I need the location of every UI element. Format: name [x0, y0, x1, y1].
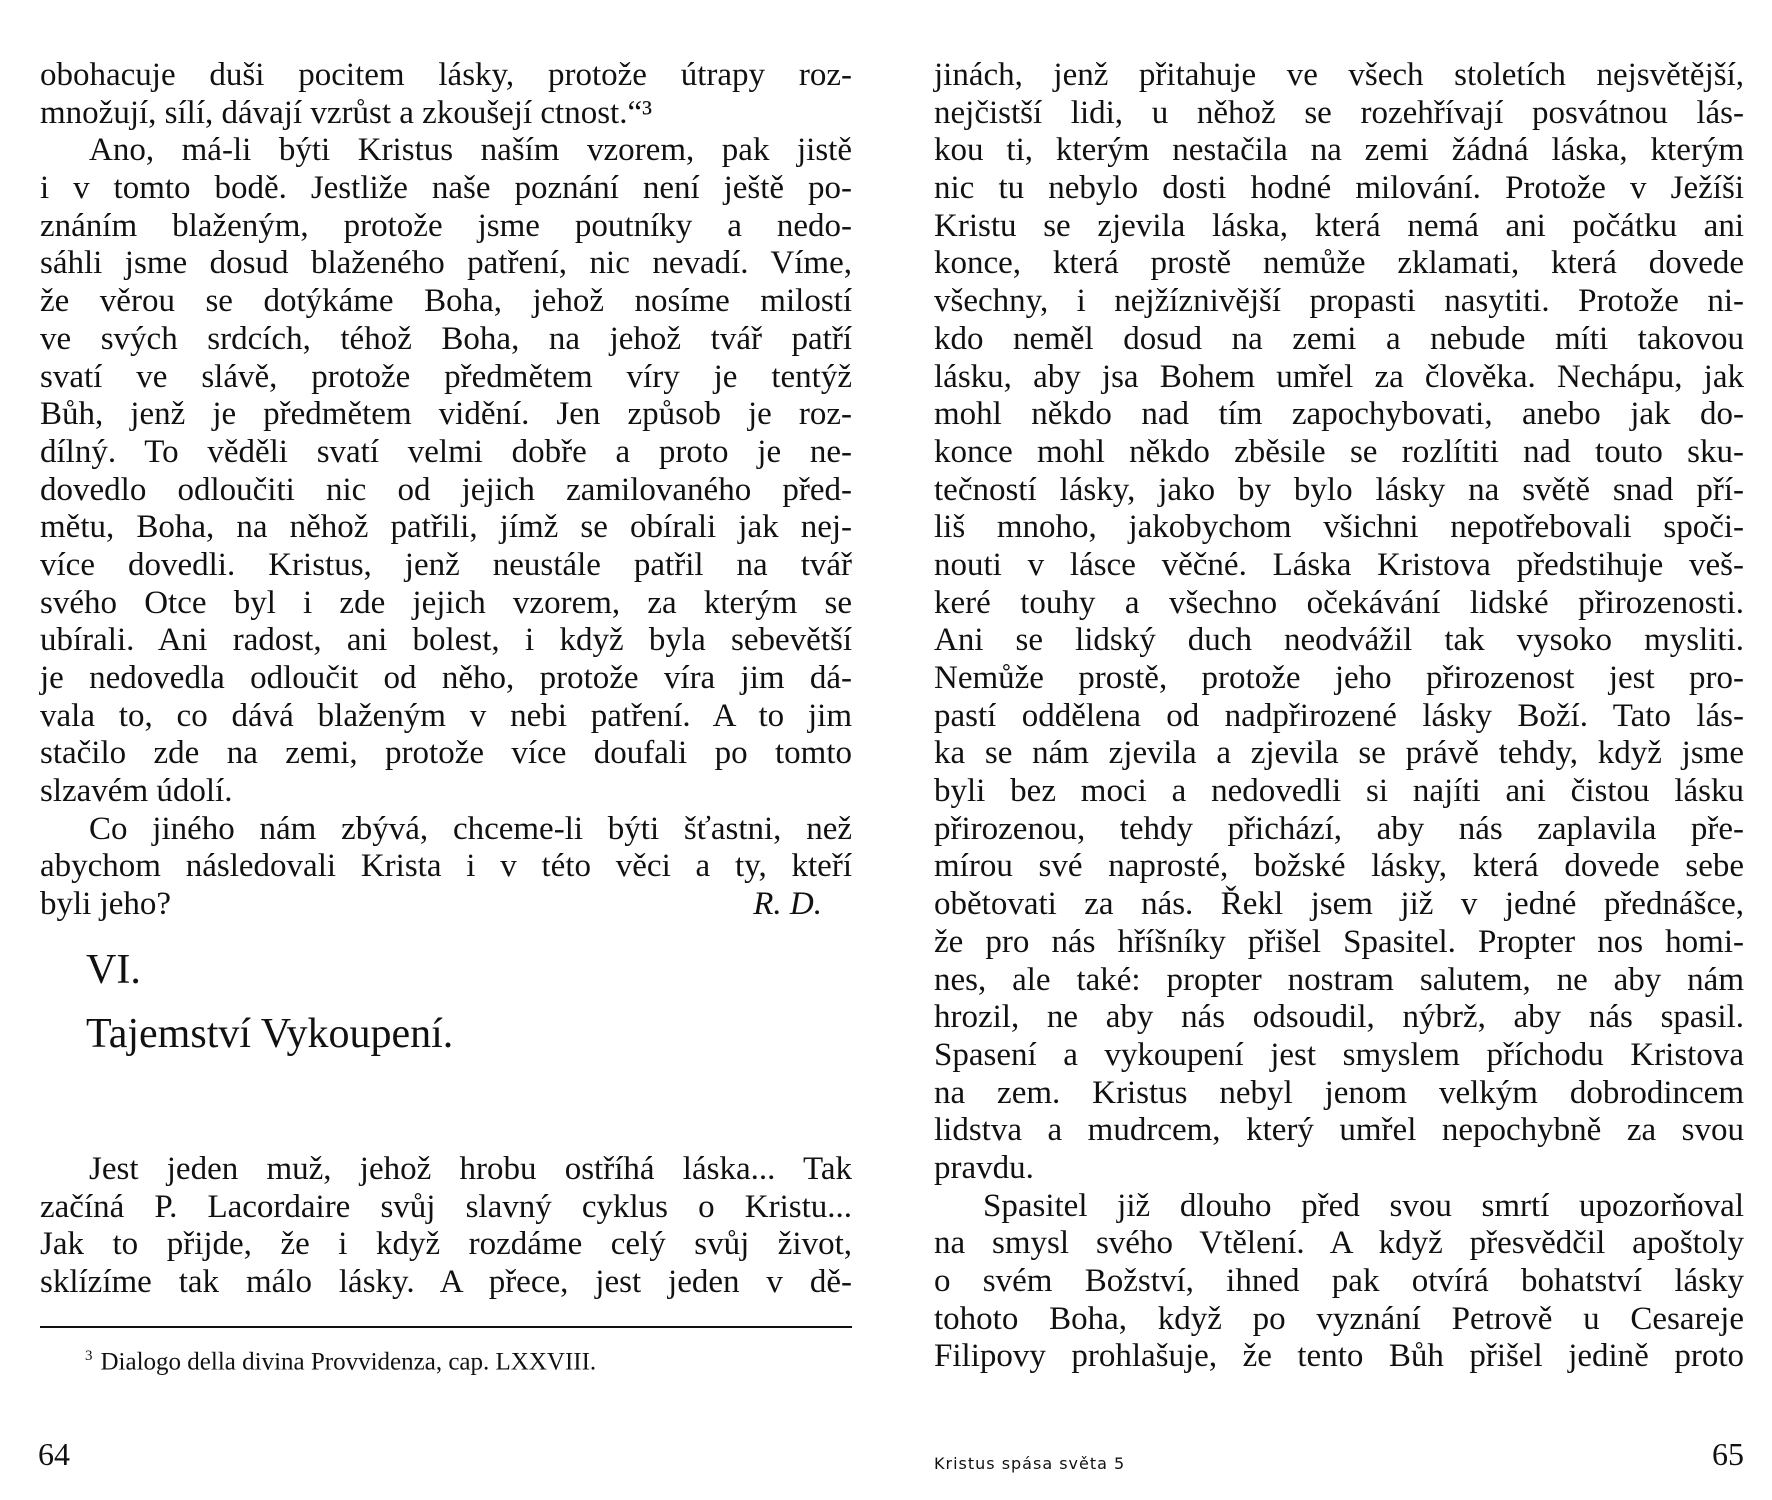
text-line — [40, 773, 852, 811]
text-line — [40, 245, 852, 283]
text-line — [934, 472, 1744, 510]
text-line-content: keré touhy a všechno očekávání lidské přirozenosti. — [934, 584, 1744, 621]
text-line — [934, 1301, 1744, 1339]
text-line-content: kdo neměl dosud na zemi a nebude míti takovou — [934, 320, 1744, 357]
text-line — [934, 1263, 1744, 1301]
text-line — [40, 57, 852, 95]
text-line-content: Ano, má-li býti Kristus naším vzorem, pak jistě — [89, 132, 852, 169]
text-line — [934, 208, 1744, 246]
text-line — [934, 170, 1744, 208]
text-line-content: stačilo zde na zemi, protože více doufali po tomto — [40, 735, 852, 772]
chapter-title: Tajemství Vykoupení. — [86, 1011, 454, 1057]
text-line — [40, 848, 852, 886]
text-line — [934, 622, 1744, 660]
text-line — [934, 585, 1744, 623]
text-line-content: ubírali. Ani radost, ani bolest, i když byla sebevětší — [40, 622, 852, 659]
text-line-content: Jak to přijde, že i když rozdáme celý svůj život, — [40, 1226, 852, 1263]
text-line-content: liš mnoho, jakobychom všichni nepotřebovali spoči- — [934, 509, 1744, 546]
text-line — [40, 698, 852, 736]
chapter-opening-text — [40, 1151, 852, 1302]
text-line-content: mírou své naprosté, božské lásky, která dovede sebe — [934, 848, 1744, 885]
text-line-content: nouti v lásce věčné. Láska Kristova předstihuje veš- — [934, 546, 1744, 583]
text-line-content: tečností lásky, jako by bylo lásky na světě snad pří- — [934, 471, 1744, 508]
text-line — [934, 848, 1744, 886]
text-line-content: sklízíme tak málo lásky. A přece, jest jeden v dě- — [40, 1264, 852, 1301]
text-line — [934, 886, 1744, 924]
text-line — [40, 472, 852, 510]
text-line-content: byli bez moci a nedovedli si najíti ani čistou lásku — [934, 773, 1744, 810]
page-number-right: 65 — [1712, 1436, 1744, 1472]
text-line — [40, 622, 852, 660]
text-line — [40, 283, 852, 321]
text-line — [934, 434, 1744, 472]
text-line-content: Ani se lidský duch neodvážil tak vysoko mysliti. — [934, 622, 1744, 659]
printer-signature-mark: Kristus spása světa 5 — [934, 1454, 1126, 1473]
text-line-content: množují, sílí, dávají vzrůst a zkoušejí ctnost.“³ — [40, 94, 653, 131]
text-line-content: svého Otce byl i zde jejich vzorem, za kterým se — [40, 584, 852, 621]
text-line-content: obohacuje duši pocitem lásky, protože útrapy roz- — [40, 57, 852, 93]
text-line-content: že věrou se dotýkáme Boha, jehož nosíme milostí — [40, 283, 852, 320]
footnote-mark: 3 — [85, 1348, 93, 1364]
text-line — [40, 886, 852, 924]
right-page-text — [934, 57, 1744, 1376]
text-line-content: pravdu. — [934, 1149, 1034, 1186]
text-line — [40, 359, 852, 397]
text-line — [934, 95, 1744, 133]
text-line-content: na zem. Kristus nebyl jenom velkým dobrodincem — [934, 1074, 1744, 1111]
text-line — [934, 735, 1744, 773]
text-line-content: sáhli jsme dosud blaženého patření, nic nevadí. Víme, — [40, 245, 852, 282]
text-line — [934, 321, 1744, 359]
footnote-divider — [40, 1326, 852, 1328]
text-line-content: Kristu se zjevila láska, která nemá ani počátku ani — [934, 207, 1744, 244]
text-line-content: slzavém údolí. — [40, 773, 233, 810]
text-line-content: hrozil, ne aby nás odsoudil, nýbrž, aby nás spasil. — [934, 999, 1744, 1036]
text-line — [934, 359, 1744, 397]
text-line-content: byli jeho? — [40, 886, 172, 923]
text-line — [934, 924, 1744, 962]
text-line — [934, 132, 1744, 170]
text-line-content: i v tomto bodě. Jestliže naše poznání není ještě po- — [40, 170, 852, 207]
text-line — [934, 811, 1744, 849]
text-line-content: všechny, i nejžíznivější propasti nasytiti. Protože ni- — [934, 283, 1744, 320]
text-line-content: Bůh, jenž je předmětem vidění. Jen způsob je roz- — [40, 396, 852, 433]
footnote-text: Dialogo della divina Provvidenza, cap. LXXVIII. — [100, 1348, 597, 1376]
text-line-content: více dovedli. Kristus, jenž neustále patřil na tvář — [40, 546, 852, 583]
text-line — [934, 1188, 1744, 1226]
text-line — [40, 585, 852, 623]
text-line — [934, 509, 1744, 547]
text-line-content: Filipovy prohlašuje, že tento Bůh přišel jedině proto — [934, 1338, 1744, 1375]
text-line — [934, 1225, 1744, 1263]
text-line-content: Spasitel již dlouho před svou smrtí upozorňoval — [983, 1187, 1744, 1224]
text-line-content: vala to, co dává blaženým v nebi patření. A to jim — [40, 697, 852, 734]
text-line-content: že pro nás hříšníky přišel Spasitel. Propter nos homi- — [934, 923, 1744, 960]
text-line-content: dílný. To věděli svatí velmi dobře a proto je ne- — [40, 433, 852, 470]
text-line — [40, 132, 852, 170]
text-line — [934, 1150, 1744, 1188]
text-line — [934, 283, 1744, 321]
text-line — [40, 1151, 852, 1189]
text-line-content: Nemůže prostě, protože jeho přirozenost jest pro- — [934, 660, 1744, 696]
text-line — [40, 95, 852, 133]
text-line — [934, 660, 1744, 698]
text-line-content: mohl někdo nad tím zapochybovati, anebo jak do- — [934, 396, 1744, 433]
text-line — [40, 396, 852, 434]
text-line-content: pastí oddělena od nadpřirozené lásky Boží. Tato lás- — [934, 697, 1744, 734]
text-line — [934, 396, 1744, 434]
text-line — [934, 698, 1744, 736]
footnote — [85, 1348, 596, 1376]
text-line — [934, 547, 1744, 585]
text-line — [934, 57, 1744, 95]
text-line-content: svatí ve slávě, protože předmětem víry je tentýž — [40, 358, 852, 395]
text-line — [934, 1338, 1744, 1376]
text-line — [934, 1112, 1744, 1150]
text-line — [934, 999, 1744, 1037]
text-line — [934, 1037, 1744, 1075]
chapter-number: VI. — [86, 947, 141, 993]
text-line-content: ka se nám zjevila a zjevila se právě tehdy, když jsme — [934, 735, 1744, 772]
text-line-content: nic tu nebylo dosti hodné milování. Protože v Ježíši — [934, 170, 1744, 207]
text-line-content: lásku, aby jsa Bohem umřel za člověka. Nechápu, jak — [934, 358, 1744, 395]
text-line-content: Jest jeden muž, jehož hrobu ostříhá láska... Tak — [89, 1151, 852, 1187]
text-line-content: na smysl svého Vtělení. A když přesvědčil apoštoly — [934, 1225, 1744, 1262]
text-line — [40, 1264, 852, 1302]
text-line-content: přirozenou, tehdy přichází, aby nás zaplavila pře- — [934, 810, 1744, 847]
text-line-content: dovedlo odloučiti nic od jejich zamilovaného před- — [40, 471, 852, 508]
text-line-content: jinách, jenž přitahuje ve všech stoletích nejsvětější, — [934, 57, 1744, 93]
author-initials: R. D. — [753, 886, 822, 923]
text-line-content: tohoto Boha, když po vyznání Petrově u Cesareje — [934, 1300, 1744, 1337]
text-line — [40, 208, 852, 246]
text-line — [40, 434, 852, 472]
text-line-content: Co jiného nám zbývá, chceme-li býti šťastni, než — [89, 810, 852, 847]
text-line — [40, 1189, 852, 1227]
text-line-content: kou ti, kterým nestačila na zemi žádná láska, kterým — [934, 132, 1744, 169]
text-line-content: konce mohl někdo zběsile se rozlítiti nad touto sku- — [934, 433, 1744, 470]
text-line-content: je nedovedla odloučit od něho, protože víra jim dá- — [40, 660, 852, 696]
text-line-content: obětovati za nás. Řekl jsem již v jedné přednášce, — [934, 886, 1744, 923]
text-line-content: začíná P. Lacordaire svůj slavný cyklus o Kristu... — [40, 1188, 852, 1225]
text-line-content: nes, ale také: propter nostram salutem, ne aby nám — [934, 961, 1744, 998]
page-number-left: 64 — [38, 1436, 70, 1472]
text-line-content: abychom následovali Krista i v této věci a ty, kteří — [40, 848, 852, 885]
text-line — [40, 509, 852, 547]
text-line-content: mětu, Boha, na něhož patřili, jímž se obírali jak nej- — [40, 509, 852, 546]
text-line — [934, 1075, 1744, 1113]
text-line — [40, 1226, 852, 1264]
text-line — [40, 547, 852, 585]
text-line — [934, 962, 1744, 1000]
text-line — [934, 245, 1744, 283]
text-line-content: nejčistší lidi, u něhož se rozehřívají posvátnou lás- — [934, 94, 1744, 131]
text-line — [934, 773, 1744, 811]
text-line-content: o svém Božství, ihned pak otvírá bohatství lásky — [934, 1263, 1744, 1299]
text-line — [40, 170, 852, 208]
text-line-content: Spasení a vykoupení jest smyslem příchodu Kristova — [934, 1036, 1744, 1073]
text-line-content: znáním blaženým, protože jsme poutníky a nedo- — [40, 207, 852, 244]
text-line — [40, 321, 852, 359]
text-line — [40, 735, 852, 773]
text-line-content: lidstva a mudrcem, který umřel nepochybně za svou — [934, 1112, 1744, 1149]
text-line-content: konce, která prostě nemůže zklamati, která dovede — [934, 245, 1744, 282]
text-line — [40, 660, 852, 698]
text-line-content: ve svých srdcích, téhož Boha, na jehož tvář patří — [40, 320, 852, 357]
text-line — [40, 811, 852, 849]
left-page-text — [40, 57, 852, 924]
